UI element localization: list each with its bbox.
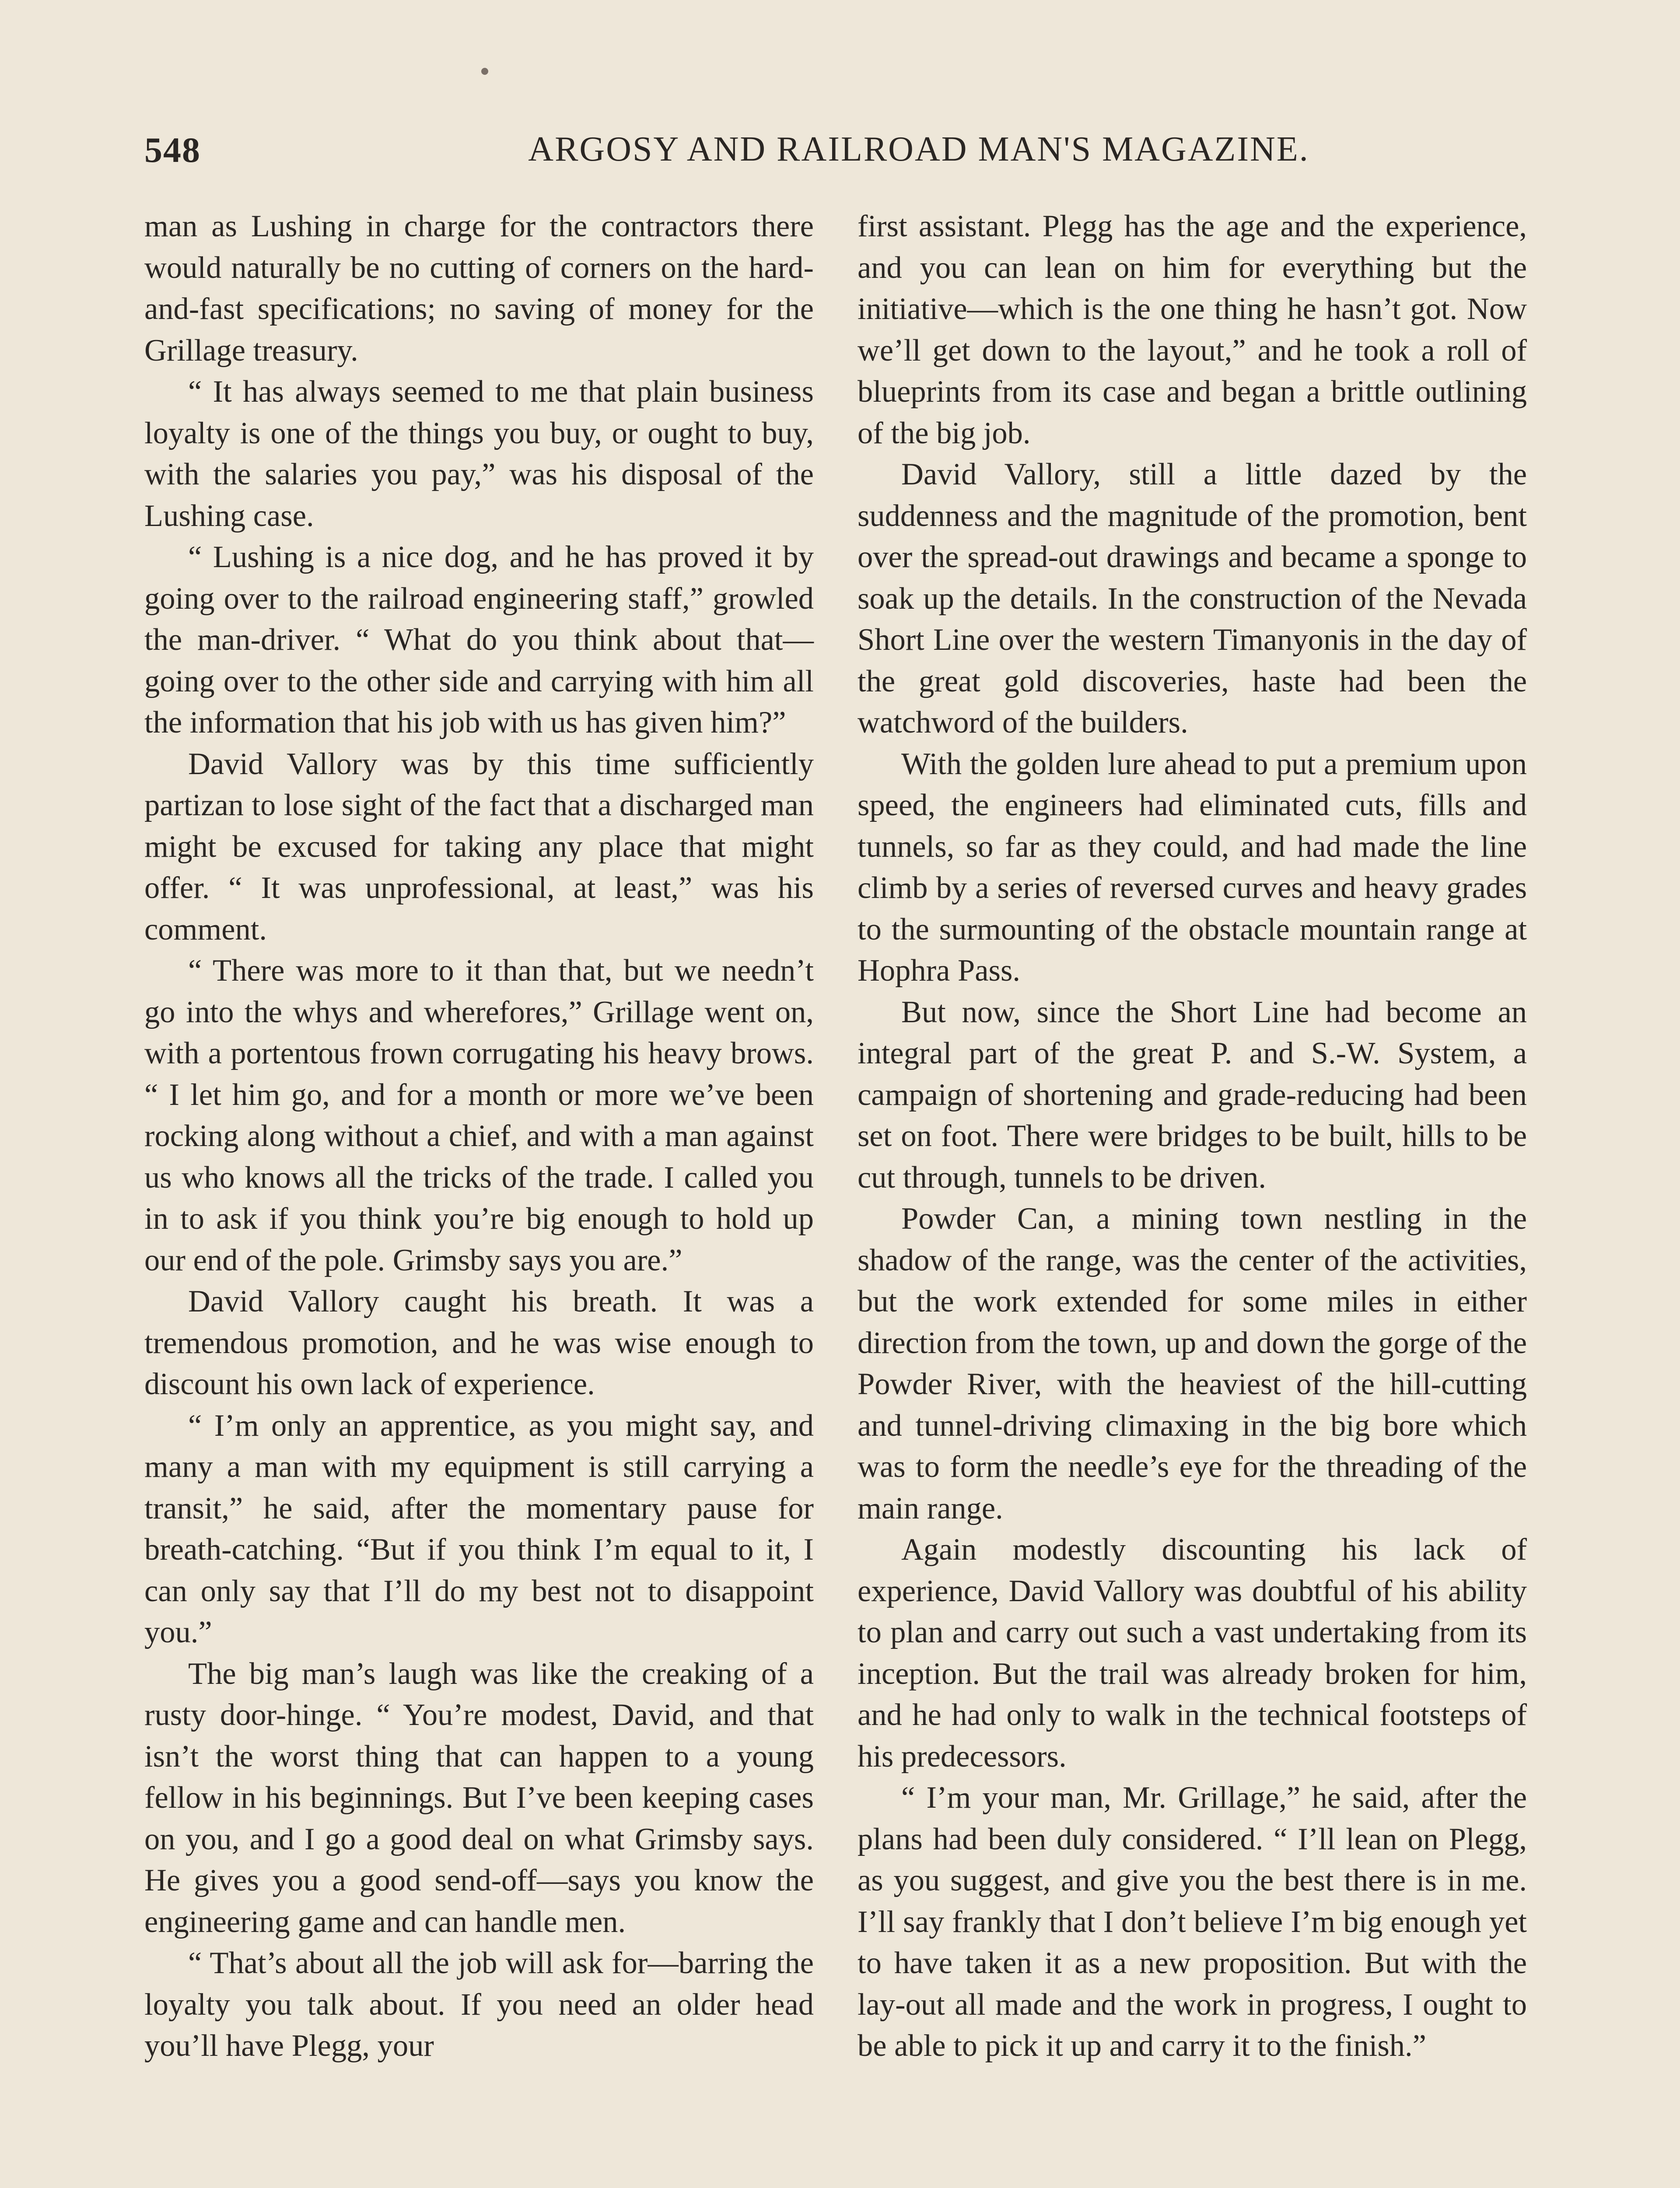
paragraph: David Vallory was by this time sufficiently partizan to lose sight of the fact that a discharged man might be excused for taking any place that might offer. “ It was unprofessional, at least,” was his comment. bbox=[144, 747, 814, 947]
ink-speck bbox=[481, 68, 488, 75]
paragraph: first assistant. Plegg has the age and the experience, and you can lean on him for everything but the initiative—which is the one thing he hasn’t got. Now we’ll get down to the layout,” and he took a roll of blueprints from its case and began a brittle outlining of the big job. bbox=[858, 209, 1527, 450]
paragraph: “ Lushing is a nice dog, and he has proved it by going over to the railroad engineering staff,” growled the man-driver. “ What do you think about that—going over to the other side and carrying with him all the information that his job with us has given him?” bbox=[144, 540, 814, 740]
paragraph: Powder Can, a mining town nestling in the shadow of the range, was the center of the activities, but the work extended for some miles in either direction from the town, up and down the gorge of the Powder River, with the heaviest of the hill-cutting and tunnel-driving climaxing in the big bore which was to form the needle’s eye for the threading of the main range. bbox=[858, 1202, 1527, 1525]
paragraph: “ That’s about all the job will ask for—barring the loyalty you talk about. If you need an older head you’ll have Plegg, your bbox=[144, 1946, 814, 2063]
paragraph: The big man’s laugh was like the creaking of a rusty door-hinge. “ You’re modest, David, and that isn’t the worst thing that can happen to a young fellow in his beginnings. But I’ve been keeping cases on you, and I go a good deal on what Grimsby says. He gives you a good send-off—says you know the engineering game and can handle men. bbox=[144, 1656, 814, 1939]
paragraph: David Vallory, still a little dazed by the suddenness and the magnitude of the promotion, bent over the spread-out drawings and became a sponge to soak up the details. In the construction of the Nevada Short Line over the western Timanyonis in the day of the great gold discoveries, haste had been the watchword of the builders. bbox=[858, 457, 1527, 740]
paragraph: “ I’m only an apprentice, as you might say, and many a man with my equipment is still carrying a transit,” he said, after the momentary pause for breath-catching. “But if you think I’m equal to it, I can only say that I’ll do my best not to disappoint you.” bbox=[144, 1408, 814, 1649]
page-header bbox=[144, 130, 1540, 186]
paragraph: man as Lushing in charge for the contractors there would naturally be no cutting of corners on the hard-and-fast specifications; no saving of money for the Grillage treasury. bbox=[144, 209, 814, 368]
paragraph: “ There was more to it than that, but we needn’t go into the whys and wherefores,” Grillage went on, with a portentous frown corrugating his heavy brows. “ I let him go, and for a month or more we’ve been rocking along without a chief, and with a man against us who knows all the tricks of the trade. I called you in to ask if you think you’re big enough to hold up our end of the pole. Grimsby says you are.” bbox=[144, 954, 814, 1277]
running-head: ARGOSY AND RAILROAD MAN'S MAGAZINE. bbox=[528, 130, 1309, 168]
right-text-column bbox=[858, 206, 1527, 2067]
paragraph: But now, since the Short Line had become an integral part of the great P. and S.-W. System, a campaign of shortening and grade-reducing had been set on foot. There were bridges to be built, hills to be cut through, tunnels to be driven. bbox=[858, 995, 1527, 1195]
paragraph: “ It has always seemed to me that plain business loyalty is one of the things you buy, or ought to buy, with the salaries you pay,” was his disposal of the Lushing case. bbox=[144, 375, 814, 533]
paragraph: David Vallory caught his breath. It was a tremendous promotion, and he was wise enough to discount his own lack of experience. bbox=[144, 1284, 814, 1401]
paragraph: With the golden lure ahead to put a premium upon speed, the engineers had eliminated cuts, fills and tunnels, so far as they could, and had made the line climb by a series of reversed curves and heavy grades to the surmounting of the obstacle mountain range at Hophra Pass. bbox=[858, 747, 1527, 988]
left-text-column bbox=[144, 206, 814, 2067]
page-number: 548 bbox=[144, 130, 201, 170]
paragraph: Again modestly discounting his lack of experience, David Vallory was doubtful of his ability to plan and carry out such a vast undertaking from its inception. But the trail was already broken for him, and he had only to walk in the technical footsteps of his predecessors. bbox=[858, 1532, 1527, 1774]
paragraph: “ I’m your man, Mr. Grillage,” he said, after the plans had been duly considered. “ I’ll lean on Plegg, as you suggest, and give you the best there is in me. I’ll say frankly that I don’t believe I’m big enough yet to have taken it as a new proposition. But with the lay-out all made and the work in progress, I ought to be able to pick it up and carry it to the finish.” bbox=[858, 1781, 1527, 2063]
